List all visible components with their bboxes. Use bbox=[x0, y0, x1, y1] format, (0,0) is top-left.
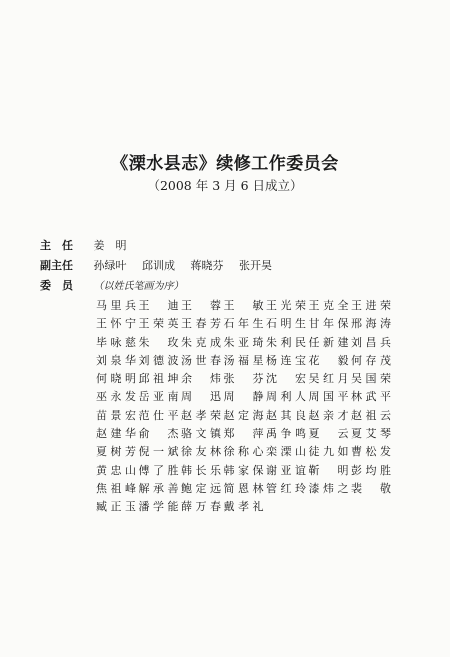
member-name: 潘学能 bbox=[138, 500, 179, 514]
document-subtitle: （2008 年 3 月 6 日成立） bbox=[147, 178, 303, 193]
member-name: 漆炜之 bbox=[308, 481, 349, 495]
member-name: 彭均胜 bbox=[351, 463, 391, 477]
role-name: 蒋晓芬 bbox=[190, 259, 224, 272]
member-name: 赵其良 bbox=[266, 408, 306, 422]
member-row bbox=[96, 480, 426, 498]
role-names bbox=[94, 259, 285, 272]
member-name: 谢亚谊 bbox=[266, 463, 306, 477]
member-name: 朱 玫 bbox=[138, 335, 179, 349]
member-row bbox=[96, 425, 426, 443]
member-name: 刘昌兵 bbox=[351, 335, 391, 349]
role-name: 姜 明 bbox=[93, 239, 127, 252]
member-name: 王荣英 bbox=[138, 317, 179, 331]
member-name: 解承善 bbox=[138, 481, 179, 495]
role-label: 主 任 bbox=[40, 239, 73, 252]
member-name: 赵孝荣 bbox=[181, 408, 221, 422]
member-name: 范仕平 bbox=[138, 408, 179, 422]
role-name: 邱训成 bbox=[142, 259, 175, 272]
member-name: 倪一斌 bbox=[138, 445, 179, 459]
member-name: 吴红月 bbox=[308, 372, 349, 386]
member-row bbox=[96, 462, 426, 480]
member-name: 王光荣 bbox=[266, 299, 306, 312]
member-name: 王克全 bbox=[308, 299, 349, 312]
member-name: 朱亚琦 bbox=[223, 335, 264, 349]
member-row bbox=[96, 334, 426, 352]
member-name: 徐友林 bbox=[181, 445, 221, 459]
role-name: 张开昊 bbox=[239, 259, 272, 272]
member-name: 邱祖坤 bbox=[138, 372, 179, 386]
member-name: 王怀宁 bbox=[96, 317, 136, 331]
member-name: 张 芬 bbox=[223, 372, 264, 386]
member-name: 戴孝礼 bbox=[223, 500, 264, 514]
member-name: 夏艾琴 bbox=[351, 427, 391, 441]
member-name: 林武平 bbox=[351, 390, 391, 404]
member-name: 甘年保 bbox=[308, 317, 349, 331]
member-name: 朱利民 bbox=[266, 335, 306, 349]
member-name: 石明生 bbox=[266, 317, 306, 331]
ordering-note: （以姓氏笔画为序） bbox=[93, 281, 184, 292]
member-name: 周 迅 bbox=[181, 390, 221, 404]
member-name: 徐称心 bbox=[223, 445, 264, 459]
member-name: 王进荣 bbox=[351, 299, 391, 312]
member-name: 曹松发 bbox=[351, 445, 391, 459]
member-name: 周利人 bbox=[266, 390, 306, 404]
member-name: 鲍定远 bbox=[181, 481, 221, 495]
member-name: 黄忠山 bbox=[96, 463, 136, 477]
member-name: 赵亲才 bbox=[308, 408, 349, 422]
member-name: 刘德波 bbox=[138, 353, 179, 367]
member-name: 王 蓉 bbox=[181, 299, 221, 312]
member-name: 毕咏慈 bbox=[96, 335, 136, 349]
member-name: 周国平 bbox=[308, 390, 349, 404]
member-name: 花 毅 bbox=[308, 353, 349, 367]
role-names bbox=[94, 239, 139, 252]
member-name: 简恩林 bbox=[223, 481, 264, 495]
role-label: 副主任 bbox=[40, 259, 73, 272]
member-name: 臧正玉 bbox=[96, 500, 136, 514]
role-row-deputy-director bbox=[40, 258, 284, 274]
member-name: 焦祖峰 bbox=[96, 481, 136, 495]
member-row bbox=[96, 297, 426, 315]
member-name: 徒九如 bbox=[308, 445, 349, 459]
member-row bbox=[96, 388, 426, 406]
member-name: 夏树芳 bbox=[96, 445, 136, 459]
member-name: 吴国荣 bbox=[351, 372, 391, 386]
role-label: 委 员 bbox=[40, 279, 73, 292]
member-name: 任新建 bbox=[308, 335, 349, 349]
member-name: 汤福星 bbox=[223, 353, 264, 367]
member-name: 马里兵 bbox=[96, 299, 136, 312]
member-name: 邢海涛 bbox=[351, 317, 391, 331]
member-name: 赵建华 bbox=[96, 427, 136, 441]
member-name: 何晓明 bbox=[96, 372, 136, 386]
member-name: 岳亚南 bbox=[138, 390, 179, 404]
member-name: 靳 明 bbox=[308, 463, 349, 477]
member-name: 刘泉华 bbox=[96, 353, 136, 367]
member-name: 薛万春 bbox=[181, 500, 221, 514]
member-name: 傅了胜 bbox=[138, 463, 179, 477]
member-name: 夏 云 bbox=[308, 427, 349, 441]
member-name: 韩长乐 bbox=[181, 463, 221, 477]
member-row bbox=[96, 443, 426, 461]
member-name: 管红玲 bbox=[266, 481, 306, 495]
role-row-members bbox=[40, 278, 184, 294]
member-name: 郑 萍 bbox=[223, 427, 264, 441]
member-name: 沈 宏 bbox=[266, 372, 306, 386]
member-name: 禹争鸣 bbox=[266, 427, 306, 441]
member-row bbox=[96, 407, 426, 425]
member-name: 周 静 bbox=[223, 390, 264, 404]
member-row bbox=[96, 352, 426, 370]
member-name: 杨连宝 bbox=[266, 353, 306, 367]
role-name: 孙绿叶 bbox=[93, 259, 127, 272]
member-name: 汤世春 bbox=[181, 353, 221, 367]
member-name: 何存茂 bbox=[351, 353, 391, 367]
member-name: 巫永发 bbox=[96, 390, 136, 404]
member-name: 王 迪 bbox=[138, 299, 179, 312]
role-row-director bbox=[40, 238, 139, 254]
member-row bbox=[96, 315, 426, 333]
member-name: 赵定海 bbox=[223, 408, 264, 422]
member-name: 王春芳 bbox=[181, 317, 221, 331]
member-name: 骆文镇 bbox=[181, 427, 221, 441]
member-name: 石年生 bbox=[223, 317, 264, 331]
member-name: 苗景宏 bbox=[96, 408, 136, 422]
member-name: 俞 杰 bbox=[138, 427, 179, 441]
member-row bbox=[96, 498, 426, 516]
member-name: 朱克成 bbox=[181, 335, 221, 349]
member-name: 赵祖云 bbox=[351, 408, 391, 422]
member-row bbox=[96, 370, 426, 388]
document-title: 《溧水县志》续修工作委员会 bbox=[111, 154, 339, 174]
member-name: 余 炜 bbox=[181, 372, 221, 386]
member-grid bbox=[96, 297, 426, 517]
member-name: 韩家保 bbox=[223, 463, 264, 477]
member-name: 王 敏 bbox=[223, 299, 264, 312]
member-name: 栾溧山 bbox=[266, 445, 306, 459]
member-name: 裴 敬 bbox=[351, 481, 391, 495]
